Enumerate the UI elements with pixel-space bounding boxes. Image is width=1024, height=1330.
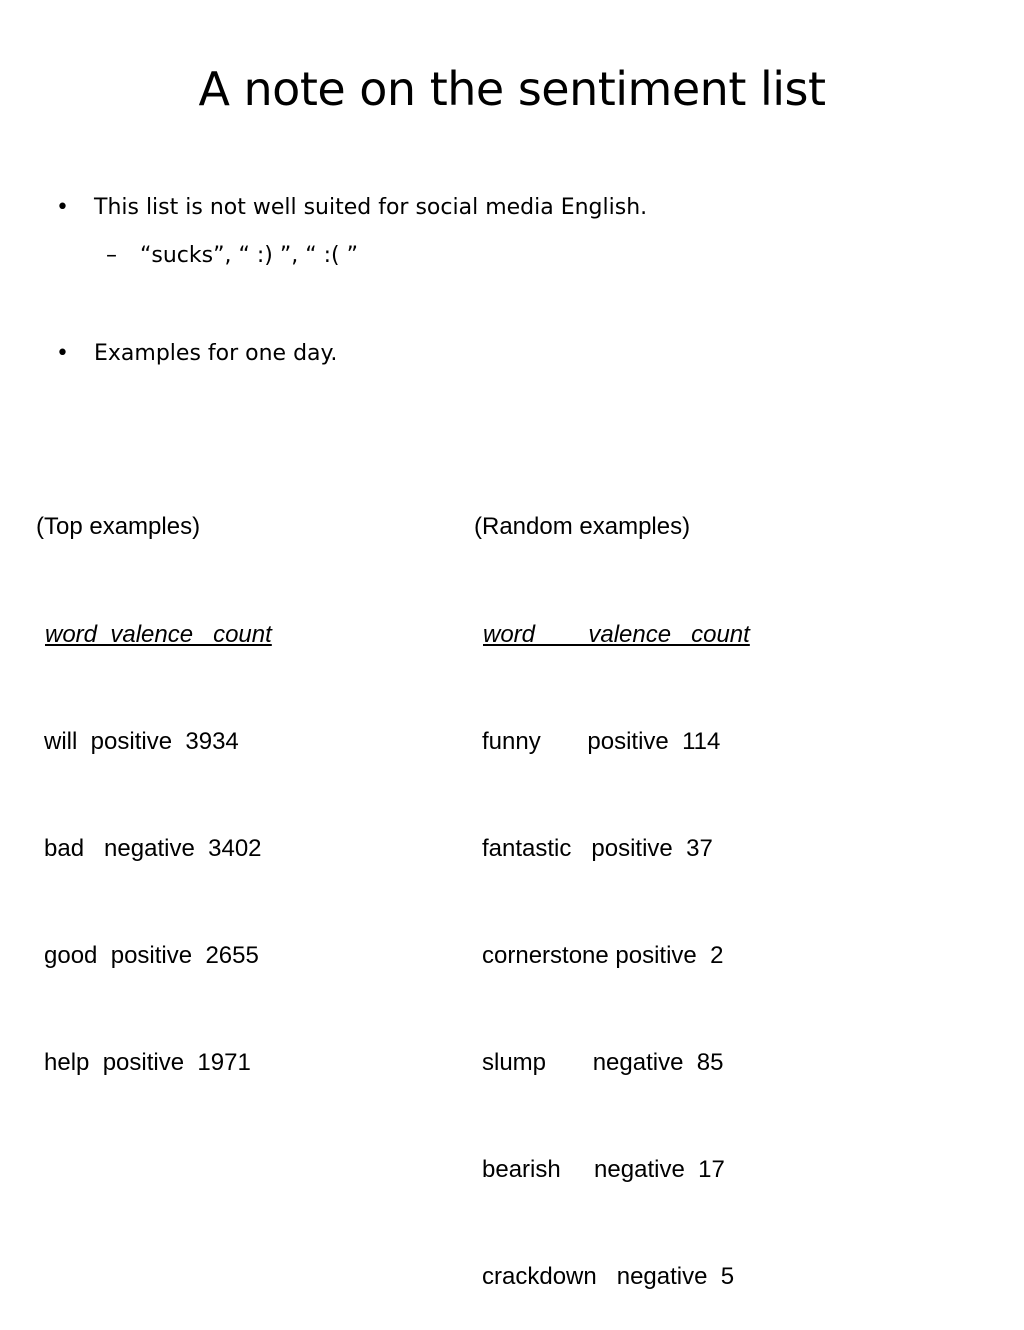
table-row: crackdown negative 5 [482, 1263, 735, 1291]
top-examples-header-row [36, 617, 272, 653]
table-row: will positive 3934 [44, 727, 239, 755]
random-examples-header: word valence count [483, 620, 750, 648]
sub-bullet-examples [106, 243, 359, 268]
table-row: bad negative 3402 [44, 834, 262, 862]
top-examples-table [36, 438, 272, 1116]
random-examples-caption: (Random examples) [474, 513, 691, 541]
random-examples-table [474, 438, 750, 1330]
table-row: fantastic positive 37 [482, 834, 713, 862]
table-row: funny positive 114 [482, 727, 721, 755]
table-row: slump negative 85 [482, 1048, 724, 1076]
sub-bullet-marker: – [106, 243, 117, 268]
random-examples-header-row [474, 617, 750, 653]
table-row: bearish negative 17 [482, 1155, 725, 1183]
table-row: good positive 2655 [44, 941, 259, 969]
bullet-marker: • [56, 195, 69, 220]
sub-bullet-text: “sucks”, “ :) ”, “ :( ” [140, 243, 359, 268]
top-examples-header: word valence count [45, 620, 272, 648]
bullet-marker: • [56, 341, 69, 366]
bullet-text: This list is not well suited for social media English. [94, 195, 648, 220]
slide-title: A note on the sentiment list [198, 62, 826, 116]
bullet-text: Examples for one day. [94, 341, 338, 366]
table-row: cornerstone positive 2 [482, 941, 724, 969]
top-examples-caption: (Top examples) [36, 513, 201, 541]
bullet-social-media [56, 195, 648, 220]
bullet-one-day [56, 341, 338, 366]
table-row: help positive 1971 [44, 1048, 251, 1076]
